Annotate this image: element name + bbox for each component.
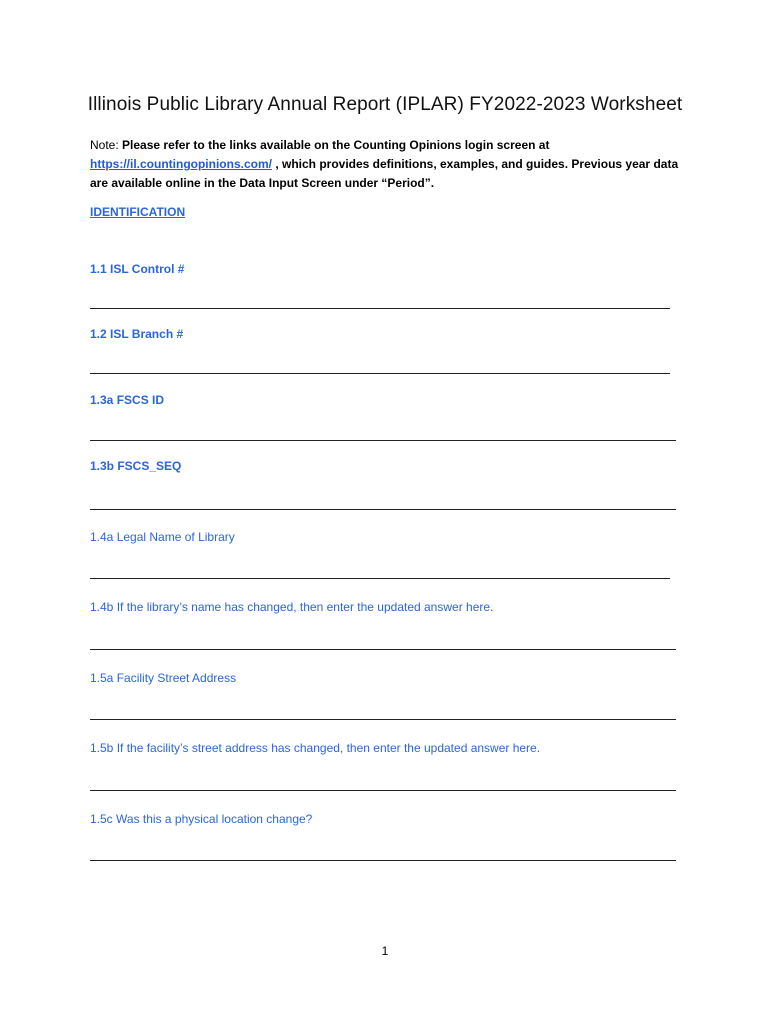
field-label-fscs-seq: 1.3b FSCS_SEQ	[90, 459, 182, 473]
field-label-isl-control: 1.1 ISL Control #	[90, 262, 185, 276]
note-paragraph	[90, 136, 690, 193]
field-label-location-change: 1.5c Was this a physical location change?	[90, 812, 313, 826]
note-rest-text: , which provides definitions, examples, and guides. Previous year data are available online in the Data Input Screen under “Period”.	[90, 157, 679, 190]
counting-opinions-link[interactable]: https://il.countingopinions.com/	[90, 157, 272, 171]
page-title: Illinois Public Library Annual Report (IPLAR) FY2022-2023 Worksheet	[87, 94, 683, 115]
note-prefix: Note:	[90, 138, 119, 152]
field-input-updated-address[interactable]	[90, 790, 676, 791]
field-input-fscs-id[interactable]	[90, 440, 676, 441]
field-label-updated-address: 1.5b If the facility’s street address has changed, then enter the updated answer here.	[90, 741, 541, 755]
page-number: 1	[381, 944, 389, 958]
field-label-facility-address: 1.5a Facility Street Address	[90, 671, 237, 685]
field-input-fscs-seq[interactable]	[90, 509, 676, 510]
section-heading-identification: IDENTIFICATION	[90, 205, 186, 219]
field-label-legal-name: 1.4a Legal Name of Library	[90, 530, 235, 544]
field-input-isl-branch[interactable]	[90, 373, 670, 374]
field-input-location-change[interactable]	[90, 860, 676, 861]
field-input-facility-address[interactable]	[90, 719, 676, 720]
field-input-legal-name[interactable]	[90, 578, 670, 579]
field-input-updated-name[interactable]	[90, 649, 676, 650]
field-label-updated-name: 1.4b If the library’s name has changed, then enter the updated answer here.	[90, 600, 494, 614]
field-label-fscs-id: 1.3a FSCS ID	[90, 393, 165, 407]
note-bold-text: Please refer to the links available on the Counting Opinions login screen at	[122, 138, 550, 152]
field-label-isl-branch: 1.2 ISL Branch #	[90, 327, 184, 341]
field-input-isl-control[interactable]	[90, 308, 670, 309]
